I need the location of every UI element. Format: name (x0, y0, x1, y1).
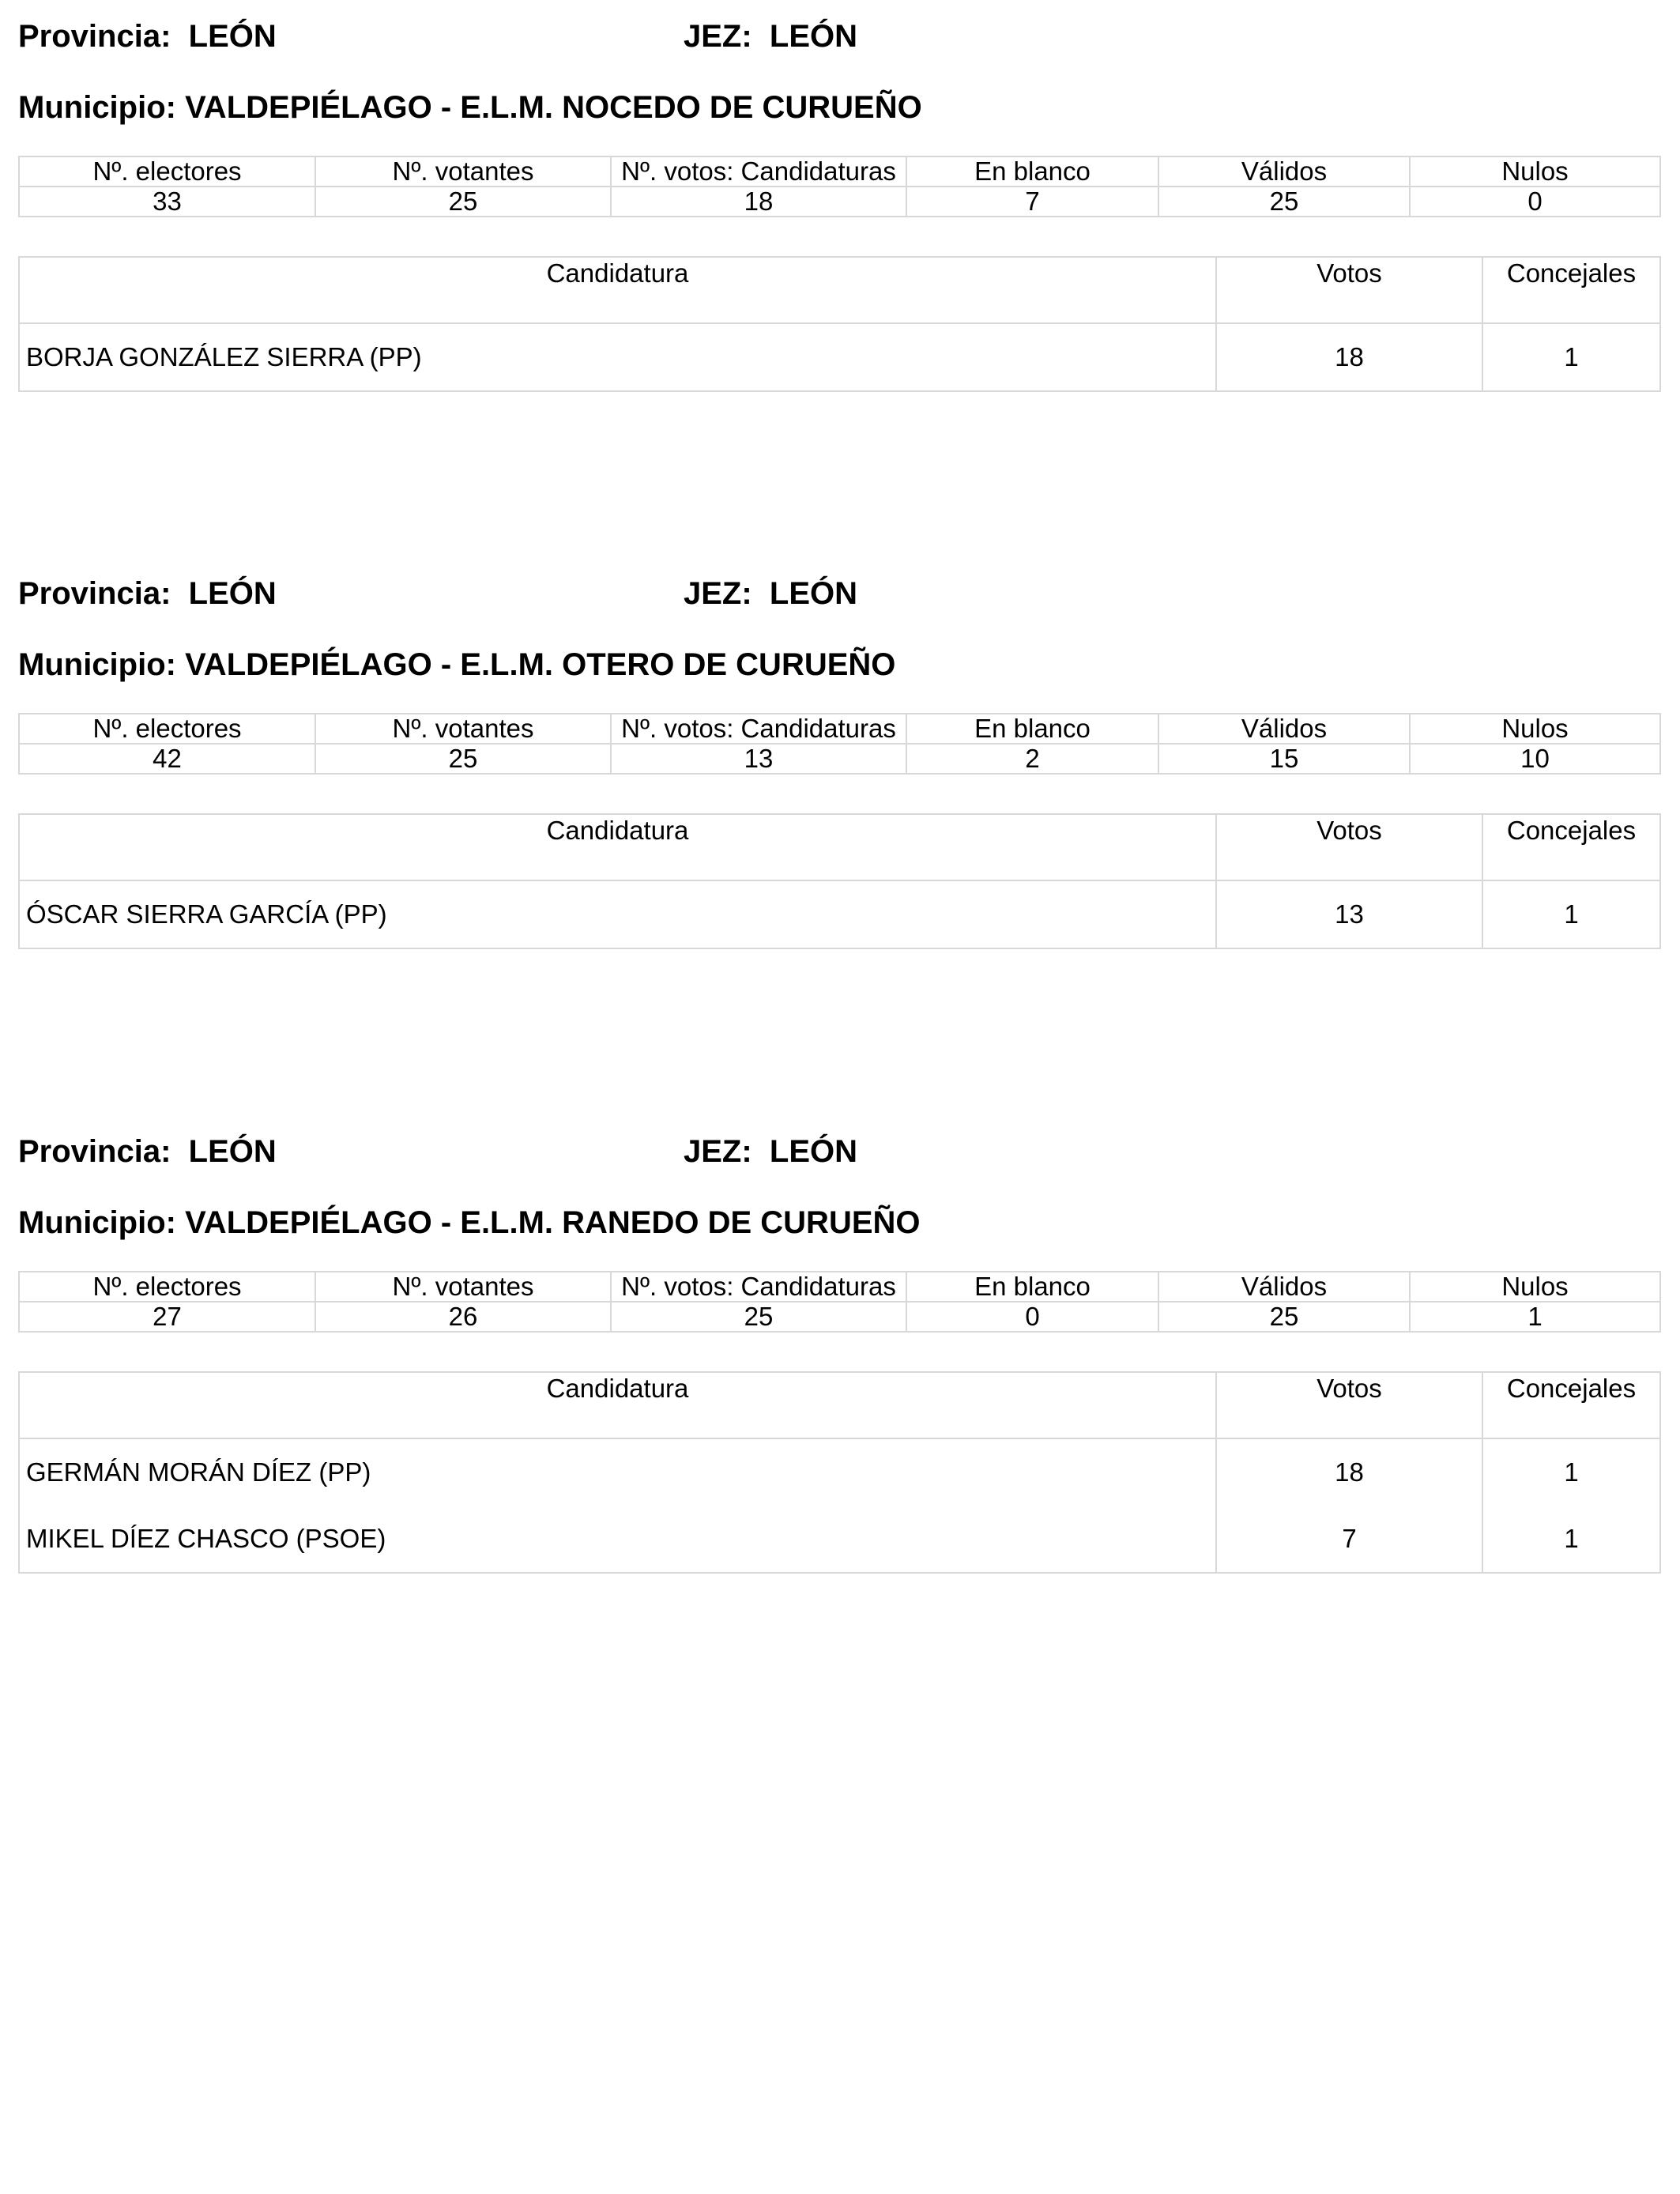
header-row (18, 571, 1659, 616)
stats-header-cell: Nº. votos: Candidaturas (611, 714, 906, 744)
stats-value-cell: 42 (19, 744, 315, 774)
candidates-table (18, 813, 1661, 949)
stats-header-cell: En blanco (906, 1272, 1158, 1302)
table-row (19, 1438, 1660, 1506)
stats-table (18, 713, 1661, 775)
jez-value: LEÓN (769, 1134, 858, 1169)
concejales-header: Concejales (1482, 1372, 1660, 1438)
jez-label: JEZ: (684, 576, 752, 611)
stats-value-cell: 26 (315, 1302, 611, 1332)
municipio-label: Municipio: (18, 647, 176, 682)
stats-value-cell: 33 (19, 187, 315, 217)
municipio-heading (18, 643, 895, 687)
stats-header-cell: Nº. votantes (315, 1272, 611, 1302)
candidate-votos: 13 (1216, 880, 1482, 948)
stats-value-row (19, 187, 1660, 217)
stats-value-cell: 2 (906, 744, 1158, 774)
stats-header-cell: Válidos (1158, 156, 1410, 187)
provincia-heading (18, 14, 277, 58)
candidate-concejales: 1 (1482, 1506, 1660, 1573)
stats-value-cell: 10 (1410, 744, 1660, 774)
candidates-table (18, 256, 1661, 392)
stats-header-cell: Nº. votos: Candidaturas (611, 1272, 906, 1302)
provincia-label: Provincia: (18, 1134, 171, 1169)
candidate-name: ÓSCAR SIERRA GARCÍA (PP) (19, 880, 1216, 948)
candidate-concejales: 1 (1482, 880, 1660, 948)
municipio-heading (18, 1201, 921, 1245)
stats-header-cell: Nº. electores (19, 156, 315, 187)
stats-header-cell: En blanco (906, 714, 1158, 744)
table-row (19, 323, 1660, 391)
jez-value: LEÓN (769, 576, 858, 611)
stats-header-cell: Nº. electores (19, 714, 315, 744)
stats-value-cell: 25 (315, 744, 611, 774)
provincia-value: LEÓN (188, 19, 277, 54)
stats-header-row (19, 714, 1660, 744)
stats-header-cell: Nº. electores (19, 1272, 315, 1302)
candidatura-header: Candidatura (19, 1372, 1216, 1438)
stats-header-cell: Nº. votantes (315, 156, 611, 187)
candidates-header-row (19, 814, 1660, 880)
municipio-heading (18, 85, 922, 130)
votos-header: Votos (1216, 814, 1482, 880)
stats-header-row (19, 156, 1660, 187)
stats-value-cell: 25 (315, 187, 611, 217)
stats-value-cell: 18 (611, 187, 906, 217)
header-row (18, 1129, 1659, 1174)
municipio-value: VALDEPIÉLAGO - E.L.M. OTERO DE CURUEÑO (185, 647, 896, 682)
concejales-header: Concejales (1482, 257, 1660, 323)
result-block-nocedo (18, 14, 1659, 371)
jez-heading (684, 1129, 857, 1174)
candidate-concejales: 1 (1482, 323, 1660, 391)
provincia-value: LEÓN (188, 576, 277, 611)
candidatura-header: Candidatura (19, 814, 1216, 880)
stats-header-cell: Nulos (1410, 156, 1660, 187)
stats-value-row (19, 744, 1660, 774)
provincia-heading (18, 1129, 277, 1174)
candidate-name: MIKEL DÍEZ CHASCO (PSOE) (19, 1506, 1216, 1573)
stats-value-cell: 27 (19, 1302, 315, 1332)
stats-header-cell: Nº. votos: Candidaturas (611, 156, 906, 187)
candidate-name: BORJA GONZÁLEZ SIERRA (PP) (19, 323, 1216, 391)
header-row (18, 14, 1659, 58)
stats-value-cell: 1 (1410, 1302, 1660, 1332)
stats-value-cell: 25 (611, 1302, 906, 1332)
candidates-table (18, 1371, 1661, 1574)
stats-value-cell: 0 (1410, 187, 1660, 217)
stats-table (18, 156, 1661, 217)
stats-header-cell: En blanco (906, 156, 1158, 187)
jez-heading (684, 14, 857, 58)
stats-header-cell: Válidos (1158, 1272, 1410, 1302)
votos-header: Votos (1216, 1372, 1482, 1438)
votos-header: Votos (1216, 257, 1482, 323)
concejales-header: Concejales (1482, 814, 1660, 880)
stats-value-cell: 7 (906, 187, 1158, 217)
stats-value-cell: 25 (1158, 187, 1410, 217)
jez-label: JEZ: (684, 1134, 752, 1169)
stats-table (18, 1271, 1661, 1333)
candidate-votos: 18 (1216, 323, 1482, 391)
provincia-label: Provincia: (18, 576, 171, 611)
jez-label: JEZ: (684, 19, 752, 54)
candidatura-header: Candidatura (19, 257, 1216, 323)
result-block-ranedo (18, 1129, 1659, 1553)
stats-value-cell: 15 (1158, 744, 1410, 774)
table-row (19, 1506, 1660, 1573)
stats-header-cell: Nulos (1410, 714, 1660, 744)
stats-header-cell: Válidos (1158, 714, 1410, 744)
candidate-concejales: 1 (1482, 1438, 1660, 1506)
stats-header-cell: Nº. votantes (315, 714, 611, 744)
stats-value-cell: 25 (1158, 1302, 1410, 1332)
provincia-heading (18, 571, 277, 616)
stats-header-row (19, 1272, 1660, 1302)
municipio-label: Municipio: (18, 1205, 176, 1240)
candidate-votos: 18 (1216, 1438, 1482, 1506)
table-row (19, 880, 1660, 948)
candidate-name: GERMÁN MORÁN DÍEZ (PP) (19, 1438, 1216, 1506)
candidates-header-row (19, 1372, 1660, 1438)
stats-value-row (19, 1302, 1660, 1332)
provincia-value: LEÓN (188, 1134, 277, 1169)
stats-value-cell: 0 (906, 1302, 1158, 1332)
result-block-otero (18, 571, 1659, 929)
municipio-value: VALDEPIÉLAGO - E.L.M. RANEDO DE CURUEÑO (185, 1205, 921, 1240)
jez-heading (684, 571, 857, 616)
jez-value: LEÓN (769, 19, 858, 54)
municipio-label: Municipio: (18, 90, 176, 125)
stats-header-cell: Nulos (1410, 1272, 1660, 1302)
provincia-label: Provincia: (18, 19, 171, 54)
municipio-value: VALDEPIÉLAGO - E.L.M. NOCEDO DE CURUEÑO (185, 90, 922, 125)
stats-value-cell: 13 (611, 744, 906, 774)
candidates-header-row (19, 257, 1660, 323)
candidate-votos: 7 (1216, 1506, 1482, 1573)
